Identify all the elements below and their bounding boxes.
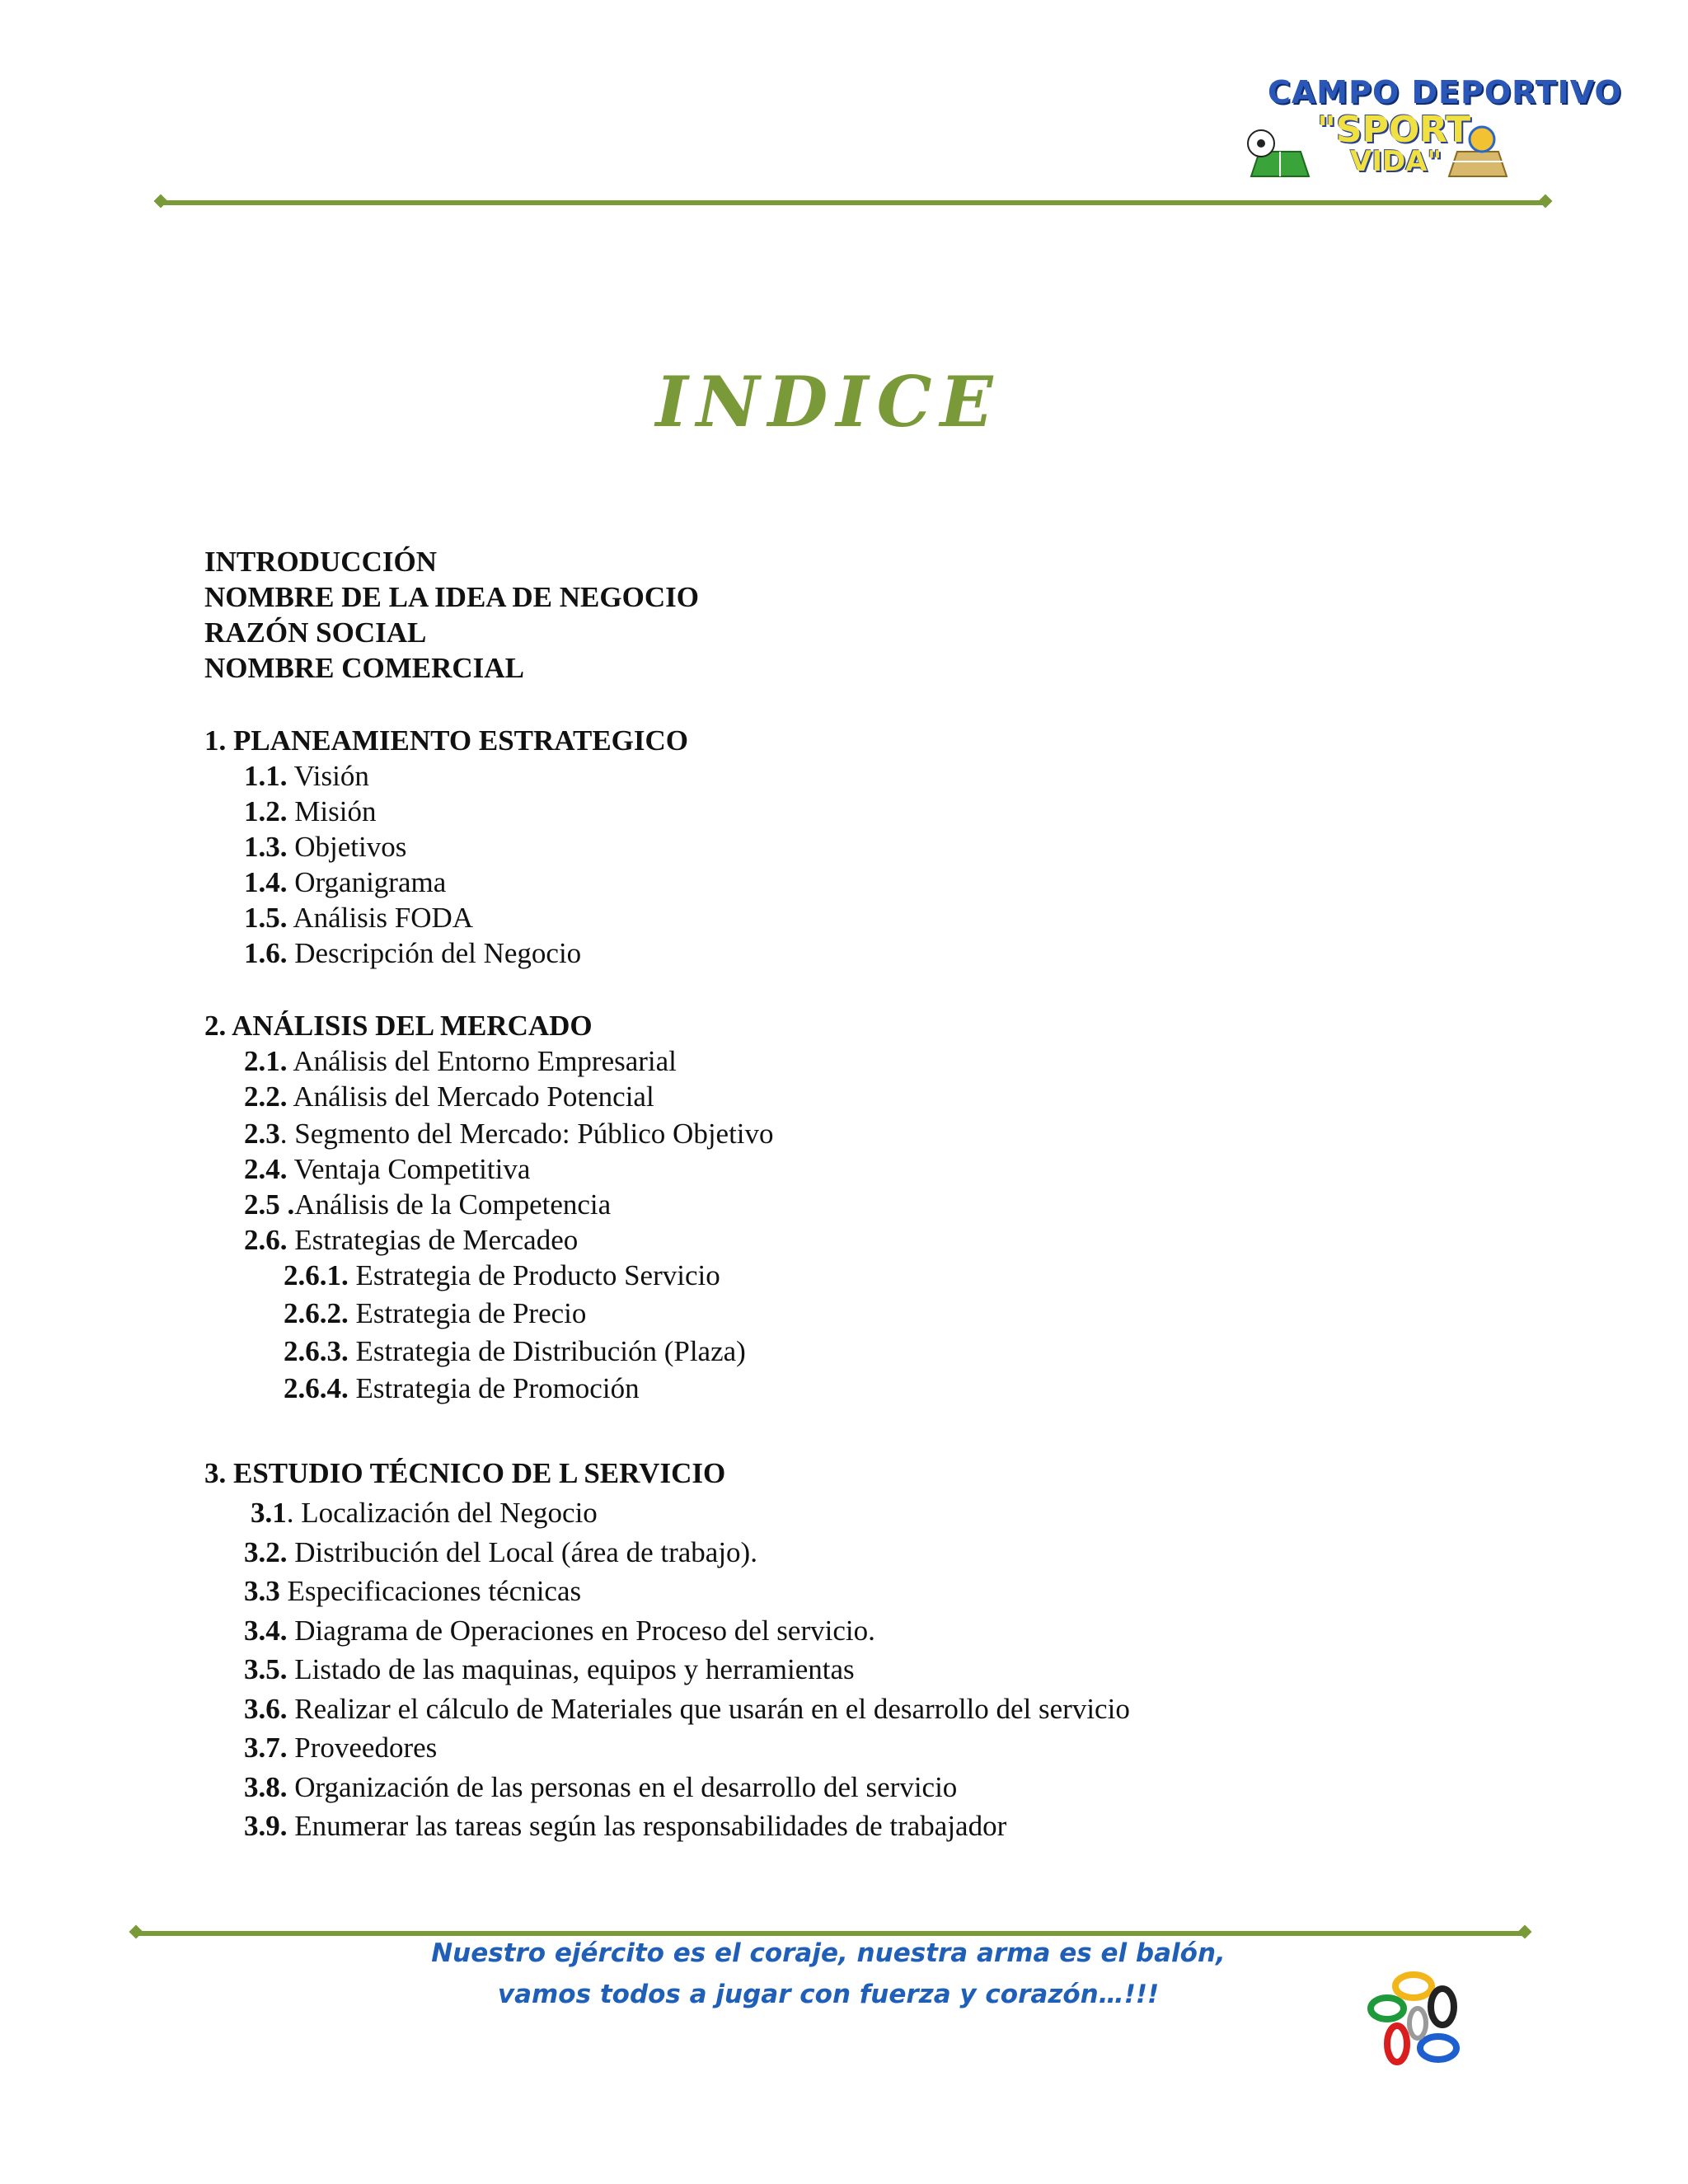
toc-item: 1.6. Descripción del Negocio xyxy=(244,937,582,969)
toc-item: 3.7. Proveedores xyxy=(244,1732,438,1764)
logo-line-2: "SPORT xyxy=(1317,109,1471,151)
toc-section-heading: 2. ANÁLISIS DEL MERCADO xyxy=(204,1010,593,1042)
toc-front-item: INTRODUCCIÓN xyxy=(204,546,437,578)
toc-item: 1.1. Visión xyxy=(244,760,369,792)
toc-item: 2.2. Análisis del Mercado Potencial xyxy=(244,1080,654,1113)
footer-quote-line-2: vamos todos a jugar con fuerza y corazón…!!! xyxy=(497,1980,1160,2009)
footer-divider xyxy=(136,1931,1525,1936)
toc-section-heading: 3. ESTUDIO TÉCNICO DE L SERVICIO xyxy=(204,1457,726,1489)
page-title: INDICE xyxy=(655,361,1001,443)
campo-deportivo-logo xyxy=(1243,74,1622,181)
header-divider xyxy=(161,200,1545,205)
footer-quote-line-1: Nuestro ejército es el coraje, nuestra arma es el balón, xyxy=(431,1938,1226,1968)
toc-item: 2.1. Análisis del Entorno Empresarial xyxy=(244,1045,677,1077)
toc-item: 3.9. Enumerar las tareas según las responsabilidades de trabajador xyxy=(244,1810,1007,1842)
toc-subitem: 2.6.3. Estrategia de Distribución (Plaza) xyxy=(284,1335,746,1367)
toc-item: 3.2. Distribución del Local (área de trabajo). xyxy=(244,1536,757,1568)
toc-item: 2.6. Estrategias de Mercadeo xyxy=(244,1224,579,1256)
toc-subitem: 2.6.4. Estrategia de Promoción xyxy=(284,1372,640,1404)
toc-item: 2.4. Ventaja Competitiva xyxy=(244,1153,531,1185)
toc-item: 3.5. Listado de las maquinas, equipos y herramientas xyxy=(244,1653,855,1685)
toc-item: 1.3. Objetivos xyxy=(244,831,407,863)
toc-item: 1.5. Análisis FODA xyxy=(244,902,474,934)
logo-line-3: VIDA" xyxy=(1350,145,1442,178)
toc-front-item: NOMBRE DE LA IDEA DE NEGOCIO xyxy=(204,581,699,613)
toc-section-heading: 1. PLANEAMIENTO ESTRATEGICO xyxy=(204,724,689,757)
toc-item: 1.4. Organigrama xyxy=(244,866,447,898)
toc-subitem: 2.6.2. Estrategia de Precio xyxy=(284,1297,587,1329)
toc-subitem: 2.6.1. Estrategia de Producto Servicio xyxy=(284,1259,720,1291)
toc-item: 3.1. Localización del Negocio xyxy=(251,1497,598,1529)
toc-item: 2.5 .Análisis de la Competencia xyxy=(244,1188,612,1221)
toc-item: 2.3. Segmento del Mercado: Público Objetivo xyxy=(244,1118,774,1150)
toc-item: 3.6. Realizar el cálculo de Materiales que usarán en el desarrollo del servicio xyxy=(244,1693,1130,1725)
toc-front-item: RAZÓN SOCIAL xyxy=(204,616,427,649)
toc-item: 3.3 Especificaciones técnicas xyxy=(244,1575,582,1607)
toc-front-item: NOMBRE COMERCIAL xyxy=(204,652,524,684)
toc-item: 3.8. Organización de las personas en el desarrollo del servicio xyxy=(244,1771,958,1803)
toc-item: 1.2. Misión xyxy=(244,795,377,827)
rings-logo xyxy=(1364,1966,1471,2073)
toc-item: 3.4. Diagrama de Operaciones en Proceso del servicio. xyxy=(244,1615,875,1647)
logo-line-1: CAMPO DEPORTIVO xyxy=(1268,74,1622,110)
